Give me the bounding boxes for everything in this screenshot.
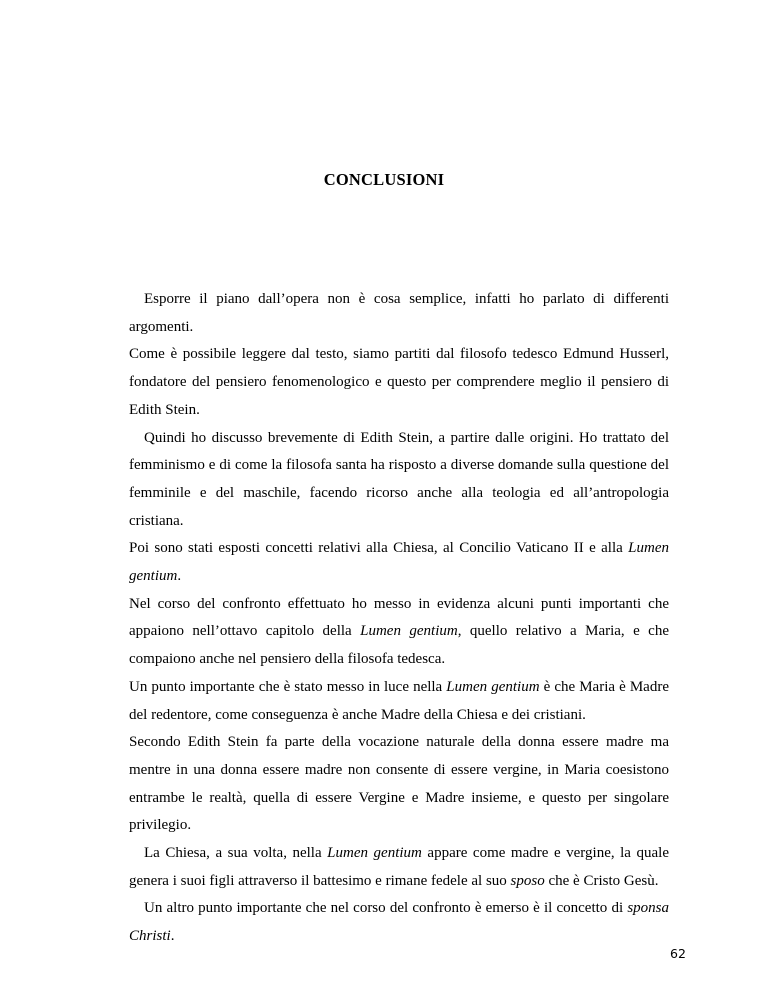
paragraph (129, 840, 669, 895)
text-run: . (177, 568, 182, 585)
text-run: è che Maria è Madre del redentore, come conseguenza è anche Madre della Chiesa e dei cristiani. (129, 678, 669, 723)
text-run: Un punto importante che è stato messo in luce nella (129, 678, 447, 695)
italic-text: Lumen gentium (360, 623, 458, 640)
paragraph (129, 341, 669, 424)
page-number: 62 (670, 946, 686, 961)
body-text (129, 286, 669, 951)
paragraph (129, 674, 669, 729)
text-run: Un altro punto importante che nel corso del confronto è emerso è il concetto di (144, 900, 628, 917)
text-run: Esporre il piano dall’opera non è cosa semplice, infatti ho parlato di differenti argomenti. (129, 291, 669, 335)
text-run: La Chiesa, a sua volta, nella (144, 845, 328, 862)
italic-text: Lumen gentium (129, 540, 669, 585)
paragraph (129, 286, 669, 341)
text-run: che è Cristo Gesù. (544, 872, 659, 889)
paragraph (129, 425, 669, 536)
text-run: Quindi ho discusso brevemente di Edith Stein, a partire dalle origini. Ho trattato del femminismo e di come la filosofa santa ha risposto a diverse domande sulla questione del femminile e del maschile, facendo ricorso anche alla teologia ed all’antropologia cristiana. (129, 429, 669, 529)
italic-text: sposo (510, 872, 545, 889)
paragraph (129, 895, 669, 950)
text-run: . (170, 928, 175, 945)
italic-text: Lumen gentium (446, 678, 540, 695)
paragraph (129, 591, 669, 674)
text-run: Come è possibile leggere dal testo, siamo partiti dal filosofo tedesco Edmund Husserl, fondatore del pensiero fenomenologico e questo per comprendere meglio il pensiero di Edith Stein. (129, 346, 669, 418)
paragraph (129, 729, 669, 840)
italic-text: Lumen gentium (327, 845, 422, 862)
italic-text: sponsa Christi (129, 900, 669, 945)
text-run: appare come madre e vergine, la quale genera i suoi figli attraverso il battesimo e rimane fedele al suo (129, 845, 669, 889)
text-run: Secondo Edith Stein fa parte della vocazione naturale della donna essere madre ma mentre in una donna essere madre non consente di essere vergine, in Maria coesistono entrambe le realtà, quella di essere Vergine e Madre insieme, e questo per singolare privilegio. (129, 734, 669, 834)
paragraph (129, 535, 669, 590)
text-run: Nel corso del confronto effettuato ho messo in evidenza alcuni punti importanti che appaiono nell’ottavo capitolo della (129, 595, 669, 640)
page-title: CONCLUSIONI (323, 170, 445, 189)
text-run: Poi sono stati esposti concetti relativi alla Chiesa, al Concilio Vaticano II e alla (129, 540, 629, 557)
text-run: , quello relativo a Maria, e che compaiono anche nel pensiero della filosofa tedesca. (129, 623, 669, 668)
